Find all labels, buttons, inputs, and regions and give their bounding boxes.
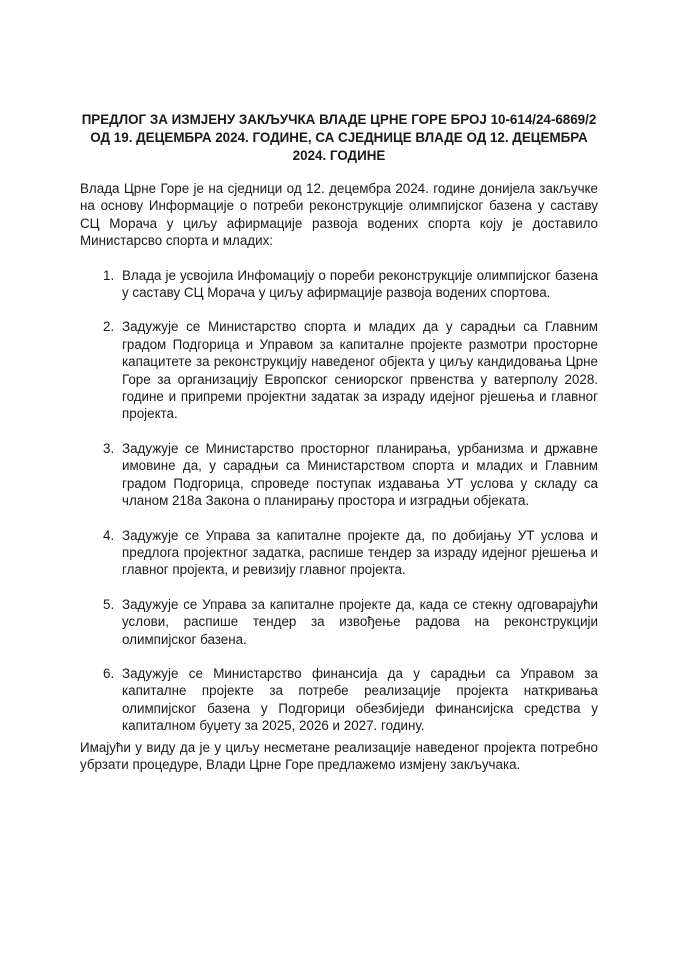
list-item-number: 5. (103, 596, 115, 612)
list-item (103, 440, 598, 510)
list-item (103, 527, 598, 579)
list-item (103, 267, 598, 302)
list-item-number: 3. (103, 440, 115, 456)
list-item-number: 6. (103, 665, 115, 681)
document-title: ПРЕДЛОГ ЗА ИЗМЈЕНУ ЗАКЉУЧКА ВЛАДЕ ЦРНЕ ГОРЕ БРОЈ 10-614/24-6869/2 ОД 19. ДЕЦЕМБРА 2024. ГОДИНЕ, СА СЈЕДНИЦЕ ВЛАДЕ ОД 12. ДЕЦЕМБРА 2024. ГОДИНЕ (81, 112, 597, 163)
list-item-text: Задужује се Министарство просторног планирања, урбанизма и државне имовине да, у сарадњи са Министарством спорта и младих и Главним градом Подгорица, спроведе поступак издавања УТ услова у складу са чланом 218а Закона о планирању простора и изградњи објеката. (122, 440, 598, 509)
list-item-text: Задужује се Министарство финансија да у сарадњи са Управом за капиталне пројекте за потребе реализације пројекта наткривања олимпијског базена у Подгорици обезбиједи финансијска средства у капиталном буџету за 2025, 2026 и 2027. годину. (122, 665, 598, 734)
intro-paragraph: Влада Црне Горе је на сједници од 12. децембра 2024. године донијела закључке на основу Информације о потреби реконструкције олимпијског базена у саставу СЦ Морача у циљу афирмације развоја водених спорта коју је доставило Министарсво спорта и младих: (80, 181, 598, 249)
list-item-number: 1. (103, 267, 115, 283)
list-item-number: 4. (103, 527, 115, 543)
list-item-text: Задужује се Управа за капиталне пројекте да, када се стекну одговарајући услови, распише тендер за извођење радова на реконструкцији олимпијског базена. (122, 596, 598, 647)
list-item-text: Задужује се Министарство спорта и младих да у сарадњи са Главним градом Подгорица и Управом за капиталне пројекте размотри просторне капацитете за реконструкцију наведеног објекта у циљу кандидовања Црне Горе за организацију Европског сениорског првенства у ватерполу 2028. године и припреми пројектни задатак за израду идејног рјешења и главног пројекта. (122, 319, 598, 422)
list-item (103, 665, 598, 735)
conclusions-list (80, 267, 598, 735)
closing-paragraph: Имајући у виду да је у циљу несметане реализације наведеног пројекта потребно убрзати процедуре, Влади Црне Горе предлажемо измјену закључака. (80, 739, 598, 772)
list-item (103, 318, 598, 422)
list-item-number: 2. (103, 319, 115, 335)
list-item (103, 596, 598, 648)
list-item-text: Задужује се Управа за капиталне пројекте да, по добијању УТ услова и предлога пројектног задатка, распише тендер за израду идејног рјешења и главног пројекта, и ревизију главног пројекта. (122, 527, 598, 578)
list-item-text: Влада је усвојила Инфомацију о пореби реконструкције олимпијског базена у саставу СЦ Морача у циљу афирмације развоја водених спортова. (122, 267, 598, 301)
